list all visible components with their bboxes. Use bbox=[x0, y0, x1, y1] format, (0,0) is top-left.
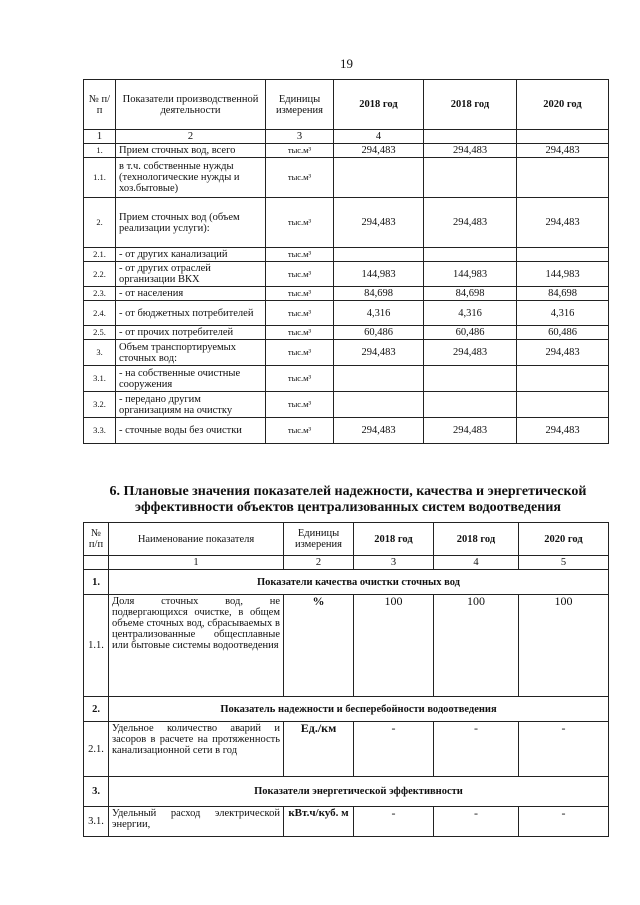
indicator-name: Прием сточных вод, всего bbox=[116, 144, 266, 158]
header-year-1: 2018 год bbox=[334, 80, 424, 130]
unit-cell: тыс.м³ bbox=[266, 198, 334, 248]
row-num: 2.1. bbox=[84, 248, 116, 262]
table-row bbox=[84, 340, 609, 366]
header-year-1: 2018 год bbox=[354, 523, 434, 556]
header-unit: Единицы измерения bbox=[266, 80, 334, 130]
table-row bbox=[84, 392, 609, 418]
unit-cell: тыс.м³ bbox=[266, 301, 334, 326]
table-row bbox=[84, 248, 609, 262]
value-cell: 294,483 bbox=[424, 144, 517, 158]
value-cell: 294,483 bbox=[424, 340, 517, 366]
unit-cell: тыс.м³ bbox=[266, 418, 334, 444]
indicator-name: Прием сточных вод (объем реализации услуги): bbox=[116, 198, 266, 248]
indicator-name: Удельный расход электрической энергии, bbox=[109, 807, 284, 837]
value-cell: 294,483 bbox=[517, 418, 609, 444]
reliability-indicators-table bbox=[83, 522, 609, 837]
indicator-name: - передано другим организациям на очистку bbox=[116, 392, 266, 418]
unit-cell: тыс.м³ bbox=[266, 158, 334, 198]
numbering-cell: 2 bbox=[284, 556, 354, 570]
value-cell: 60,486 bbox=[424, 326, 517, 340]
value-cell: 100 bbox=[354, 595, 434, 697]
header-num: № п/п bbox=[84, 523, 109, 556]
page-number: 19 bbox=[340, 56, 353, 71]
value-cell: 4,316 bbox=[334, 301, 424, 326]
row-num: 2.4. bbox=[84, 301, 116, 326]
value-cell: - bbox=[434, 807, 519, 837]
numbering-cell: 1 bbox=[84, 130, 116, 144]
numbering-cell: 2 bbox=[116, 130, 266, 144]
row-num: 2.3. bbox=[84, 287, 116, 301]
value-cell: 84,698 bbox=[424, 287, 517, 301]
section-heading: Показатели энергетической эффективности bbox=[109, 777, 609, 807]
row-num: 2.1. bbox=[84, 722, 109, 777]
section-heading: Показатели качества очистки сточных вод bbox=[109, 570, 609, 595]
value-cell bbox=[424, 366, 517, 392]
numbering-cell bbox=[424, 130, 517, 144]
unit-cell: тыс.м³ bbox=[266, 340, 334, 366]
header-num: № п/п bbox=[84, 80, 116, 130]
numbering-cell bbox=[84, 556, 109, 570]
section-num: 3. bbox=[84, 777, 109, 807]
table-row bbox=[84, 262, 609, 287]
production-indicators-table bbox=[83, 79, 609, 444]
header-year-3: 2020 год bbox=[519, 523, 609, 556]
numbering-cell bbox=[517, 130, 609, 144]
table-row bbox=[84, 301, 609, 326]
value-cell bbox=[517, 392, 609, 418]
value-cell: 84,698 bbox=[334, 287, 424, 301]
indicator-name: Удельное количество аварий и засоров в расчете на протяженность канализационной сети в год bbox=[109, 722, 284, 777]
row-num: 3.3. bbox=[84, 418, 116, 444]
indicator-name: - от прочих потребителей bbox=[116, 326, 266, 340]
value-cell: 4,316 bbox=[424, 301, 517, 326]
numbering-cell: 5 bbox=[519, 556, 609, 570]
row-num: 1.1. bbox=[84, 595, 109, 697]
value-cell: - bbox=[519, 807, 609, 837]
value-cell bbox=[334, 158, 424, 198]
indicator-name: - от других канализаций bbox=[116, 248, 266, 262]
row-num: 1. bbox=[84, 144, 116, 158]
value-cell: - bbox=[354, 722, 434, 777]
header-unit: Единицы измерения bbox=[284, 523, 354, 556]
unit-cell: тыс.м³ bbox=[266, 248, 334, 262]
value-cell bbox=[517, 366, 609, 392]
numbering-cell: 4 bbox=[434, 556, 519, 570]
header-indicator-name: Наименование показателя bbox=[109, 523, 284, 556]
row-num: 2.5. bbox=[84, 326, 116, 340]
indicator-name: - сточные воды без очистки bbox=[116, 418, 266, 444]
row-num: 1.1. bbox=[84, 158, 116, 198]
unit-cell: % bbox=[284, 595, 354, 697]
unit-cell: тыс.м³ bbox=[266, 262, 334, 287]
numbering-cell: 4 bbox=[334, 130, 424, 144]
value-cell bbox=[424, 248, 517, 262]
value-cell: 84,698 bbox=[517, 287, 609, 301]
row-num: 3. bbox=[84, 340, 116, 366]
value-cell: - bbox=[519, 722, 609, 777]
unit-cell: тыс.м³ bbox=[266, 366, 334, 392]
section-6-title: 6. Плановые значения показателей надежности, качества и энергетической эффективности объектов централизованных систем водоотведения bbox=[109, 484, 587, 515]
row-num: 2. bbox=[84, 198, 116, 248]
value-cell: 294,483 bbox=[424, 418, 517, 444]
value-cell: 60,486 bbox=[334, 326, 424, 340]
value-cell bbox=[424, 158, 517, 198]
value-cell: 144,983 bbox=[424, 262, 517, 287]
numbering-cell: 3 bbox=[266, 130, 334, 144]
section-num: 2. bbox=[84, 697, 109, 722]
value-cell: 294,483 bbox=[334, 144, 424, 158]
table-row bbox=[84, 144, 609, 158]
value-cell: 294,483 bbox=[424, 198, 517, 248]
table-row bbox=[84, 158, 609, 198]
section-heading: Показатель надежности и бесперебойности водоотведения bbox=[109, 697, 609, 722]
value-cell bbox=[334, 392, 424, 418]
value-cell: 100 bbox=[434, 595, 519, 697]
row-num: 3.1. bbox=[84, 366, 116, 392]
section-num: 1. bbox=[84, 570, 109, 595]
indicator-name: - на собственные очистные сооружения bbox=[116, 366, 266, 392]
table-row bbox=[84, 366, 609, 392]
header-year-2: 2018 год bbox=[434, 523, 519, 556]
value-cell: 100 bbox=[519, 595, 609, 697]
unit-cell: тыс.м³ bbox=[266, 326, 334, 340]
value-cell: 294,483 bbox=[517, 144, 609, 158]
value-cell: - bbox=[354, 807, 434, 837]
row-num: 3.2. bbox=[84, 392, 116, 418]
unit-cell: тыс.м³ bbox=[266, 287, 334, 301]
indicator-name: в т.ч. собственные нужды (технологические нужды и хоз.бытовые) bbox=[116, 158, 266, 198]
table-row bbox=[84, 326, 609, 340]
value-cell: 294,483 bbox=[517, 340, 609, 366]
value-cell bbox=[424, 392, 517, 418]
indicator-name: Доля сточных вод, не подвергающихся очистке, в общем объеме сточных вод, сбрасываемых в централизованные общесплавные или бытовые системы водоотведения bbox=[109, 595, 284, 697]
value-cell: 4,316 bbox=[517, 301, 609, 326]
value-cell bbox=[517, 248, 609, 262]
value-cell bbox=[334, 366, 424, 392]
unit-cell: Ед./км bbox=[284, 722, 354, 777]
table-row bbox=[84, 287, 609, 301]
indicator-name: Объем транспортируемых сточных вод: bbox=[116, 340, 266, 366]
value-cell bbox=[334, 248, 424, 262]
value-cell: 294,483 bbox=[334, 198, 424, 248]
row-num: 2.2. bbox=[84, 262, 116, 287]
indicator-name: - от других отраслей организации ВКХ bbox=[116, 262, 266, 287]
unit-cell: тыс.м³ bbox=[266, 392, 334, 418]
value-cell: 144,983 bbox=[334, 262, 424, 287]
unit-cell: кВт.ч/куб. м bbox=[284, 807, 354, 837]
unit-cell: тыс.м³ bbox=[266, 144, 334, 158]
indicator-name: - от бюджетных потребителей bbox=[116, 301, 266, 326]
header-year-2: 2018 год bbox=[424, 80, 517, 130]
value-cell: 60,486 bbox=[517, 326, 609, 340]
header-year-3: 2020 год bbox=[517, 80, 609, 130]
numbering-cell: 3 bbox=[354, 556, 434, 570]
value-cell: 294,483 bbox=[334, 418, 424, 444]
value-cell: 294,483 bbox=[517, 198, 609, 248]
table-row bbox=[84, 418, 609, 444]
row-num: 3.1. bbox=[84, 807, 109, 837]
value-cell: - bbox=[434, 722, 519, 777]
header-indicator: Показатели производственной деятельности bbox=[116, 80, 266, 130]
value-cell: 144,983 bbox=[517, 262, 609, 287]
numbering-cell: 1 bbox=[109, 556, 284, 570]
table-row bbox=[84, 198, 609, 248]
indicator-name: - от населения bbox=[116, 287, 266, 301]
value-cell bbox=[517, 158, 609, 198]
value-cell: 294,483 bbox=[334, 340, 424, 366]
